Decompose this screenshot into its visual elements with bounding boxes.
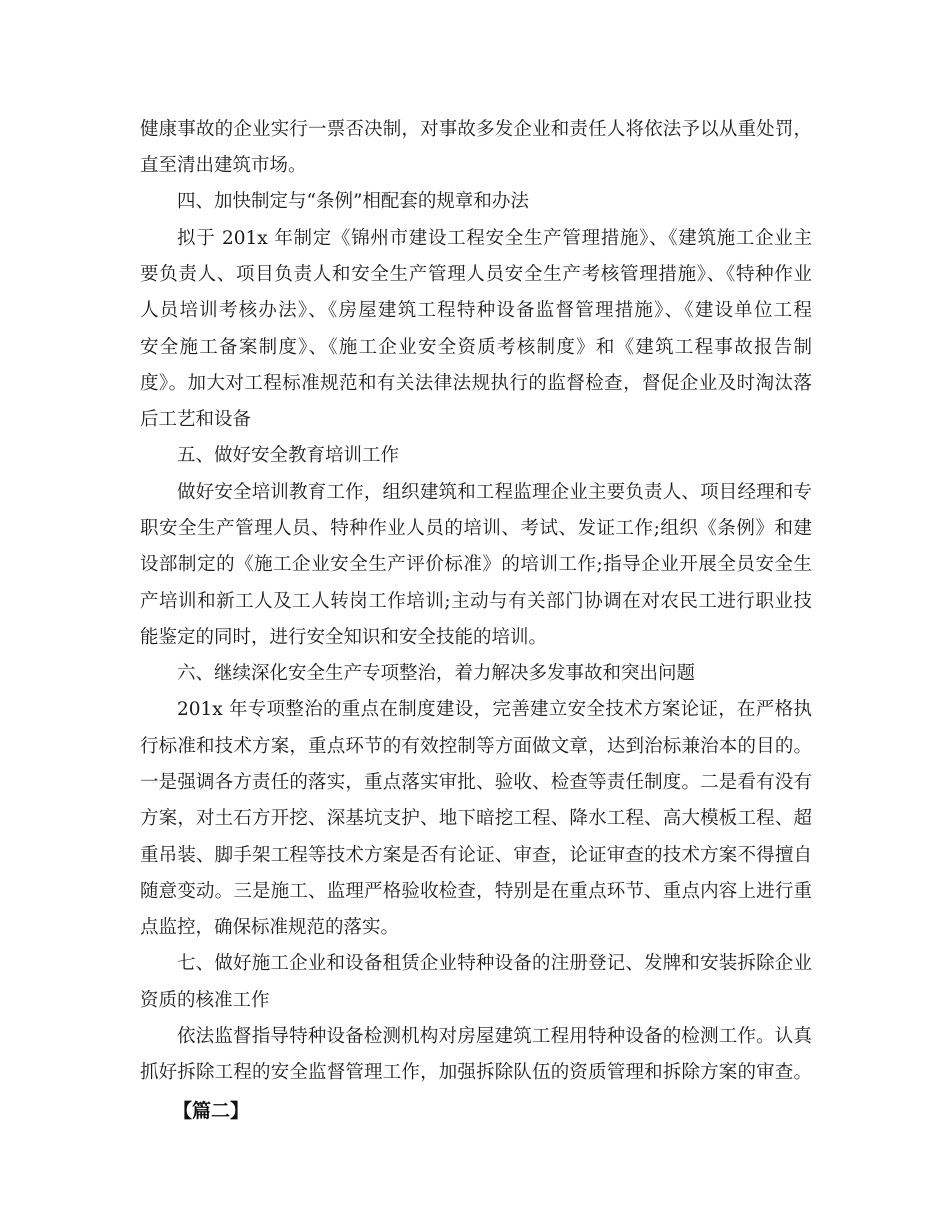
section-heading-7-cont: 资质的核准工作	[140, 990, 270, 1011]
body-text-line: 做好安全培训教育工作，组织建筑和工程监理企业主要负责人、项目经理和专	[177, 482, 812, 503]
body-text-line: 随意变动。三是施工、监理严格验收检查，特别是在重点环节、重点内容上进行重	[140, 881, 812, 902]
body-text-line: 点监控，确保标准规范的落实。	[140, 917, 400, 938]
body-text-line: 健康事故的企业实行一票否决制，对事故多发企业和责任人将依法予以从重处罚，	[140, 119, 812, 140]
body-text-line: 201x 年专项整治的重点在制度建设，完善建立安全技术方案论证，在严格执	[177, 699, 812, 720]
body-text-line: 拟于 201x 年制定《锦州市建设工程安全生产管理措施》、《建筑施工企业主	[177, 228, 812, 249]
section-heading-4: 四、加快制定与“条例”相配套的规章和办法	[177, 191, 529, 212]
section-heading-7: 七、做好施工企业和设备租赁企业特种设备的注册登记、发牌和安装拆除企业	[177, 953, 812, 974]
body-text-line: 重吊装、脚手架工程等技术方案是否有论证、审查，论证审查的技术方案不得擅自	[140, 845, 812, 866]
body-text-line: 设部制定的《施工企业安全生产评价标准》的培训工作;指导企业开展全员安全生	[140, 554, 812, 575]
body-text-line: 人员培训考核办法》、《房屋建筑工程特种设备监督管理措施》、《建设单位工程	[140, 300, 812, 321]
section-heading-5: 五、做好安全教育培训工作	[177, 445, 400, 466]
body-text-line: 安全施工备案制度》、《施工企业安全资质考核制度》和《建筑工程事故报告制	[140, 337, 812, 358]
body-text-line: 能鉴定的同时，进行安全知识和安全技能的培训。	[140, 627, 548, 648]
section-marker: 【篇二】	[173, 1100, 250, 1122]
body-text-line: 要负责人、项目负责人和安全生产管理人员安全生产考核管理措施》、《特种作业	[140, 264, 812, 285]
body-text-line: 直至清出建筑市场。	[140, 155, 307, 176]
body-text-line: 抓好拆除工程的安全监督管理工作，加强拆除队伍的资质管理和拆除方案的审查。	[140, 1062, 812, 1083]
body-text-line: 方案，对土石方开挖、深基坑支护、地下暗挖工程、降水工程、高大模板工程、超	[140, 808, 812, 829]
body-text-line: 行标准和技术方案，重点环节的有效控制等方面做文章，达到治标兼治本的目的。	[140, 736, 812, 757]
body-text-line: 度》。加大对工程标准规范和有关法律法规执行的监督检查，督促企业及时淘汰落	[140, 373, 812, 394]
body-text-line: 后工艺和设备	[140, 409, 252, 430]
body-text-line: 依法监督指导特种设备检测机构对房屋建筑工程用特种设备的检测工作。认真	[177, 1026, 812, 1047]
body-text-line: 职安全生产管理人员、特种作业人员的培训、考试、发证工作;组织《条例》和建	[140, 518, 812, 539]
body-text-line: 产培训和新工人及工人转岗工作培训;主动与有关部门协调在对农民工进行职业技	[140, 591, 812, 612]
section-heading-6: 六、继续深化安全生产专项整治，着力解决多发事故和突出问题	[177, 663, 696, 684]
body-text-line: 一是强调各方责任的落实，重点落实审批、验收、检查等责任制度。二是看有没有	[140, 772, 812, 793]
